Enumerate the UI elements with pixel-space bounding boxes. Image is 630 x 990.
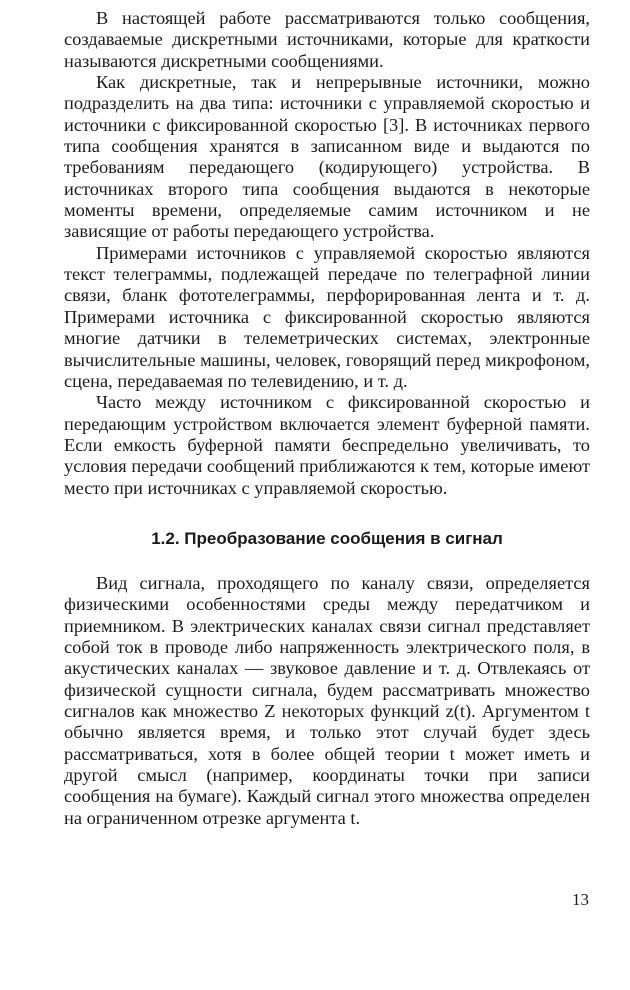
- page-number: 13: [572, 890, 589, 909]
- section-heading: 1.2. Преобразование сообщения в сигнал: [151, 528, 503, 548]
- paragraph-discrete-messages: В настоящей работе рассматриваются только сообщения, создаваемые дискретными источниками, которые для краткости называются дискретными сообщениями.: [64, 8, 590, 71]
- paragraph-controlled-rate-examples: Примерами источников с управляемой скоростью являются текст телеграммы, подлежащей передаче по телеграфной линии связи, бланк фототелеграммы, перфорированная лента и т. д. Примерами источника с фиксированной скоростью являются многие датчики в телеметрических системах, электронные вычислительные машины, человек, говорящий перед микрофоном, сцена, передаваемая по телевидению, и т. д.: [64, 242, 590, 391]
- paragraph-buffer-memory: Часто между источником с фиксированной скоростью и передающим устройством включается элемент буферной памяти. Если емкость буферной памяти беспредельно увеличивать, то условия передачи сообщений приближаются к тем, которые имеют место при источниках с управляемой скоростью.: [64, 392, 590, 498]
- paragraph-source-types: Как дискретные, так и непрерывные источники, можно подразделить на два типа: источники с управляемой скоростью и источники с фиксированной скоростью [3]. В источниках первого типа сообщения хранятся в записанном виде и выдаются по требованиям передающего (кодирующего) устройства. В источниках второго типа сообщения выдаются в некоторые моменты времени, определяемые самим источником и не зависящие от работы передающего устройства.: [64, 72, 590, 242]
- page-body: [64, 8, 590, 829]
- paragraph-signal-definition: Вид сигнала, проходящего по каналу связи, определяется физическими особенностями среды между передатчиком и приемником. В электрических каналах связи сигнал представляет собой ток в проводе либо напряженность электрического поля, в акустических каналах — звуковое давление и т. д. Отвлекаясь от физической сущности сигнала, будем рассматривать множество сигналов как множество Z некоторых функций z(t). Аргументом t обычно является время, и только этот случай будет здесь рассматриваться, хотя в более общей теории t может иметь и другой смысл (например, координаты точки при записи сообщения на бумаге). Каждый сигнал этого множества определен на ограниченном отрезке аргумента t.: [64, 572, 590, 828]
